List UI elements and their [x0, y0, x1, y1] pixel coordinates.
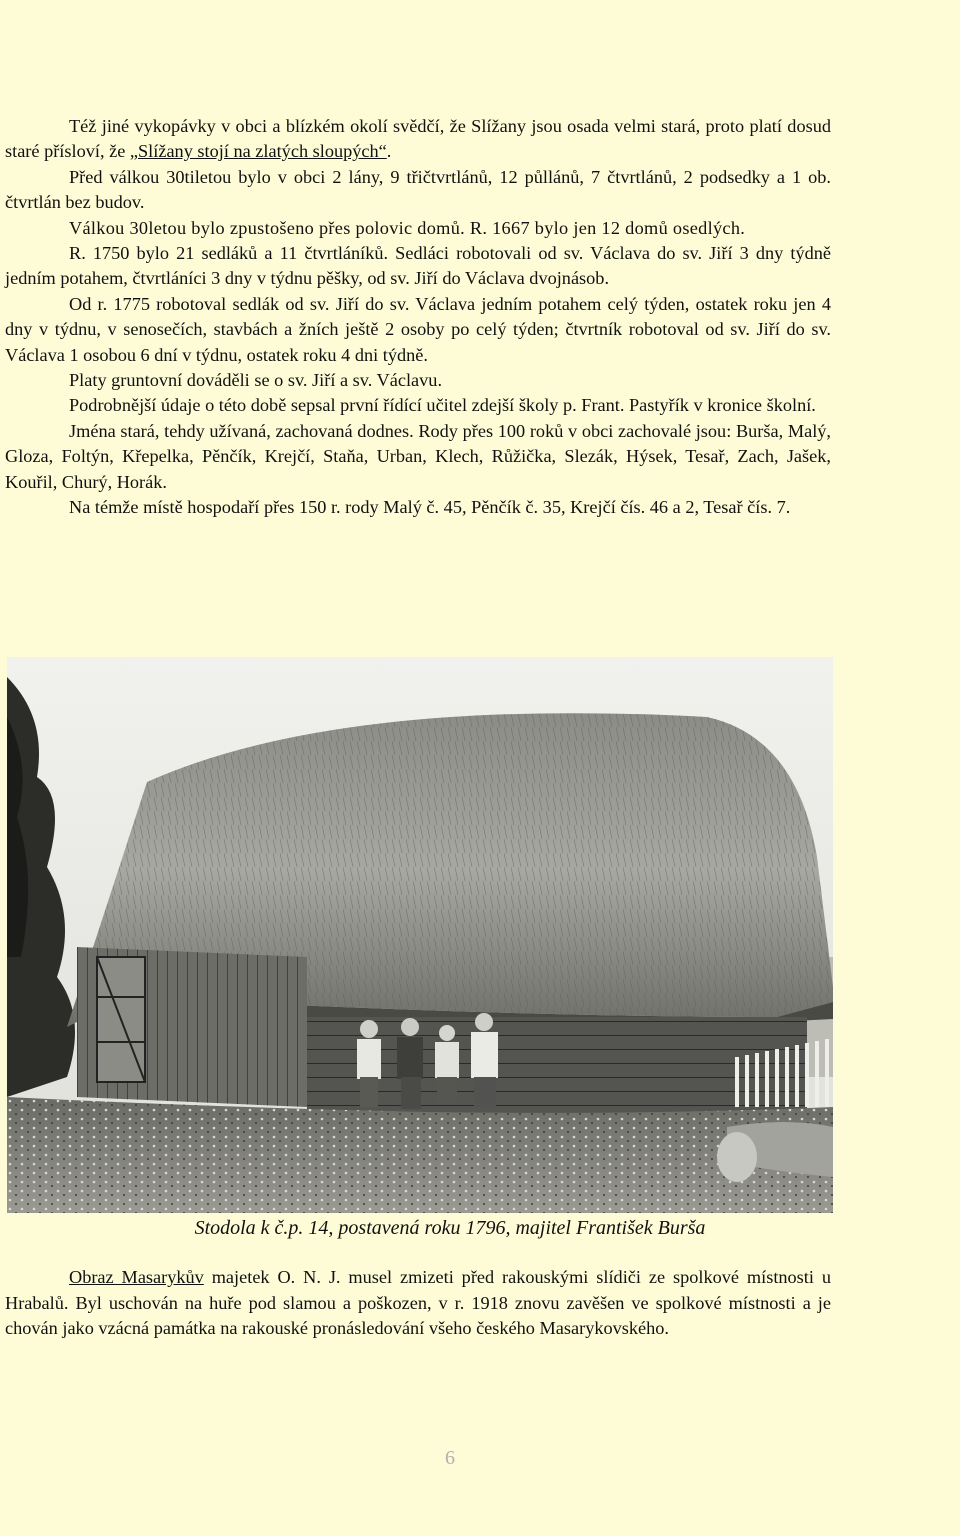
paragraph-excavations: Též jiné vykopávky v obci a blízkém okolí svědčí, že Slížany jsou osada velmi stará, proto platí dosud staré přísloví, že „Slížany stojí na zlatých sloupých“. [5, 116, 831, 162]
masaryk-underlined: Obraz Masarykův [69, 1267, 204, 1287]
paragraph-platy: Platy gruntovní dováděli se o sv. Jiří a sv. Václavu. [69, 370, 443, 391]
paragraph-30-year-war: Válkou 30letou bylo zpustošeno přes polovic domů. R. 1667 bylo jen 12 domů osedlých. [69, 217, 746, 238]
barn-photo [7, 657, 833, 1213]
proverb: „Slížany stojí na zlatých sloupých“ [129, 141, 387, 162]
paragraph-1775: Od r. 1775 robotoval sedlák od sv. Jiří do sv. Václava jedním potahem celý týden, ostatek roku jen 4 dny v týdnu, v senosečích, stavbách a žních ještě 2 osoby po celý týden; čtvrtník robotoval od sv. Jiří do sv. Václava 1 osobou 6 dní v týdnu, ostatek roku 4 dni týdně. [5, 293, 831, 365]
paragraph-before-war: Před válkou 30tiletou bylo v obci 2 lány, 9 třičtvrtlánů, 12 půllánů, 7 čtvrtlánů, 2 podsedky a 1 ob. čtvrtlán bez budov. [5, 166, 831, 213]
masaryk-text [5, 1265, 831, 1342]
page-number: 6 [445, 1447, 455, 1469]
paragraph-family-names: Jména stará, tehdy užívaná, zachovaná dodnes. Rody přes 100 roků v obci zachovalé jsou: Burša, Malý, Gloza, Foltýn, Křepelka, Pěnčík, Krejčí, Staňa, Urban, Klech, Růžička, Slezák, Hýsek, Tesař, Zach, Jašek, Kouřil, Churý, Horák. [5, 420, 831, 492]
photo-caption: Stodola k č.p. 14, postavená roku 1796, majitel František Burša [194, 1217, 706, 1239]
paragraph-masaryk: Obraz Masarykův majetek O. N. J. musel zmizeti před rakouskými slídiči ze spolkové místnosti u Hrabalů. Byl uschován na huře pod slamou a poškozen, v r. 1918 znovu zavěšen ve spolkové místnosti a je chován jako vzácná památka na rakouské pronásledování všeho českého Masarykovského. [5, 1267, 831, 1339]
main-text [5, 114, 831, 521]
paragraph-1750: R. 1750 bylo 21 sedláků a 11 čtvrtláníků. Sedláci robotovali od sv. Václava do sv. Jiří 3 dny týdně jedním potahem, čtvrtláníci 3 dny v týdnu pěšky, od sv. Jiří do Václava dvojnásob. [5, 243, 831, 289]
paragraph-farms: Na témže místě hospodaří přes 150 r. rody Malý č. 45, Pěnčík č. 35, Krejčí čís. 46 a 2, Tesař čís. 7. [69, 497, 791, 518]
paragraph-chronicle: Podrobnější údaje o této době sepsal první řídící učitel zdejší školy p. Frant. Pastyřík v kronice školní. [69, 395, 816, 416]
